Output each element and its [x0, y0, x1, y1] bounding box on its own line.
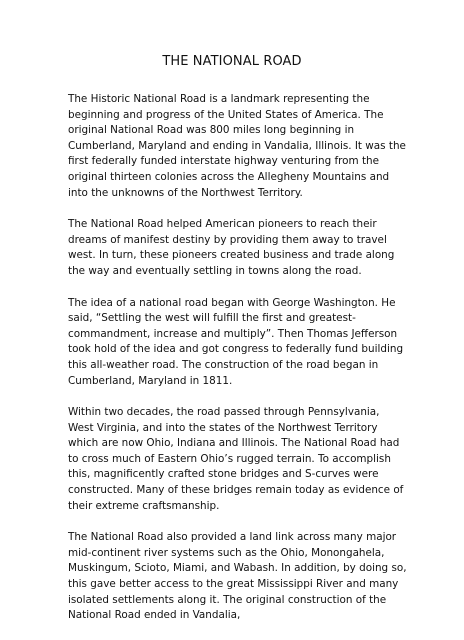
paragraph-5: The National Road also provided a land link across many major mid-continent river systems such as the Ohio, Monongahela, Muskingum, Scioto, Miami, and Wabash. In addition, by doing so, this gave better access to the great Mississippi River and many isolated settlements along it. The original construction of the National Road ended in Vandalia,	[68, 531, 407, 622]
document-title: THE NATIONAL ROAD	[162, 54, 302, 69]
paragraph-4: Within two decades, the road passed through Pennsylvania, West Virginia, and into the states of the Northwest Territory which are now Ohio, Indiana and Illinois. The National Road had to cross much of Eastern Ohio’s rugged terrain. To accomplish this, magnificently crafted stone bridges and S-curves were constructed. Many of these bridges remain today as evidence of their extreme craftsmanship.	[68, 406, 404, 512]
paragraph-2: The National Road helped American pioneers to reach their dreams of manifest destiny by providing them away to travel west. In turn, these pioneers created business and trade along the way and eventually settling in towns along the road.	[68, 218, 395, 277]
paragraph-3: The idea of a national road began with George Washington. He said, “Settling the west will fulfill the first and greatest-commandment, increase and multiply”. Then Thomas Jefferson took hold of the idea and got congress to federally fund building this all-weather road. The construction of the road began in Cumberland, Maryland in 1811.	[68, 296, 404, 387]
document-body	[68, 92, 408, 640]
paragraph-1: The Historic National Road is a landmark representing the beginning and progress of the United States of America. The original National Road was 800 miles long beginning in Cumberland, Maryland and ending in Vandalia, Illinois. It was the first federally funded interstate highway venturing from the original thirteen colonies across the Allegheny Mountains and into the unknowns of the Northwest Territory.	[68, 93, 406, 199]
